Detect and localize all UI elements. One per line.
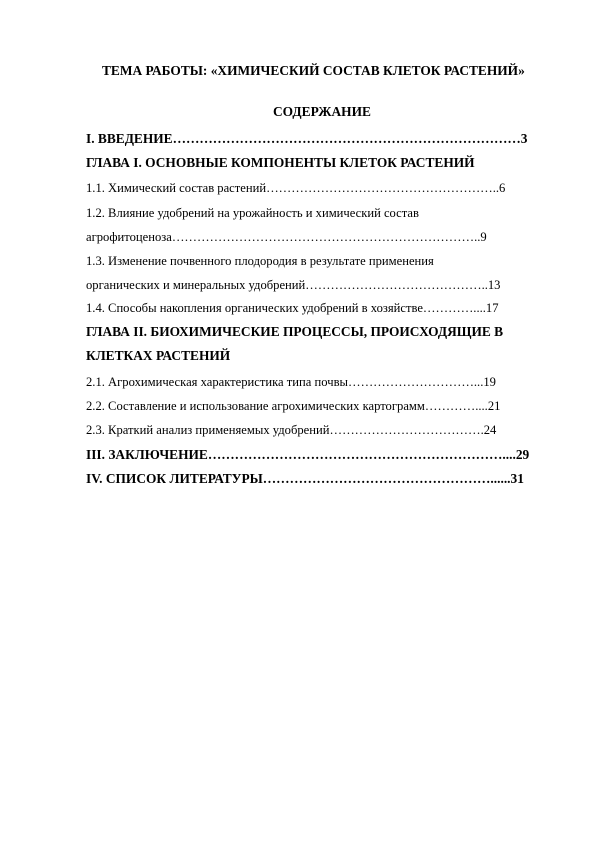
toc-entry-1-1: 1.1. Химический состав растений………………………………………………..6 [86,181,506,195]
toc-entry-introduction: I. ВВЕДЕНИЕ……………………………………………………………………3 [86,131,528,146]
toc-chapter-1: ГЛАВА I. ОСНОВНЫЕ КОМПОНЕНТЫ КЛЕТОК РАСТЕНИЙ [86,155,475,170]
toc-entry-2-3: 2.3. Краткий анализ применяемых удобрений……………………………….24 [86,423,497,437]
toc-entry-1-3-line-1: 1.3. Изменение почвенного плодородия в результате применения [86,254,434,268]
toc-chapter-2-line-2: КЛЕТКАХ РАСТЕНИЙ [86,348,231,363]
toc-entry-conclusion: III. ЗАКЛЮЧЕНИЕ…………………………………………………………....29 [86,447,530,462]
toc-entry-references: IV. СПИСОК ЛИТЕРАТУРЫ……………………………………………......31 [86,471,524,486]
toc-entry-2-1: 2.1. Агрохимическая характеристика типа почвы…………………………...19 [86,375,496,389]
toc-entry-1-2-line-1: 1.2. Влияние удобрений на урожайность и химический состав [86,206,419,220]
toc-entry-1-3-line-2: органических и минеральных удобрений……………………………………..13 [86,278,501,292]
toc-entry-2-2: 2.2. Составление и использование агрохимических картограмм…………....21 [86,399,501,413]
toc-heading: СОДЕРЖАНИЕ [273,104,371,119]
work-topic-title: ТЕМА РАБОТЫ: «ХИМИЧЕСКИЙ СОСТАВ КЛЕТОК РАСТЕНИЙ» [102,63,525,78]
toc-entry-1-2-line-2: агрофитоценоза………………………………………………………………..9 [86,230,487,244]
toc-chapter-2-line-1: ГЛАВА II. БИОХИМИЧЕСКИЕ ПРОЦЕССЫ, ПРОИСХОДЯЩИЕ В [86,324,504,339]
toc-entry-1-4: 1.4. Способы накопления органических удобрений в хозяйстве…………....17 [86,301,499,315]
